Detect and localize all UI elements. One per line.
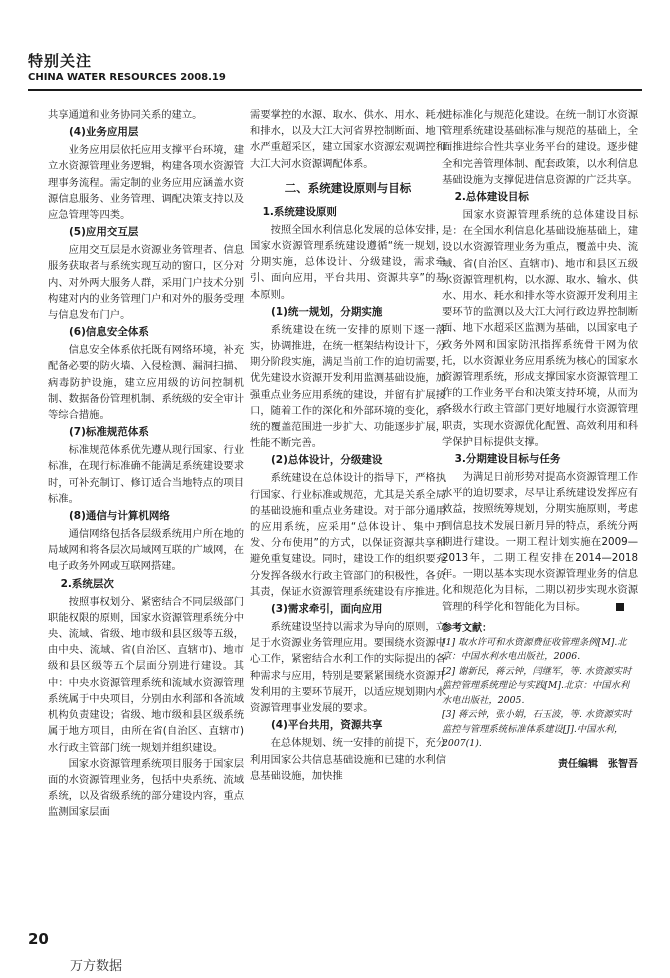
paragraph: 国家水资源管理系统项目服务于国家层面的水资源管理业务，包括中央系统、流域系统，以及省级系统的部分建设内容，重点监测国家层面: [48, 757, 244, 819]
references-title: 参考文献：: [442, 622, 492, 634]
section-heading: 3.分期建设目标与任务: [454, 453, 561, 466]
paragraph: 信息安全体系依托既有网络环境，补充配备必要的防火墙、入侵检测、漏洞扫描、病毒防护设施，建立应用级的访问控制机制、数据备份管理机制、系统级的安全审计等综合措施。: [48, 344, 244, 422]
column-2: [250, 107, 446, 784]
paragraph: 系统建设在统一安排的原则下逐一落实，协调推进，在统一框架结构设计下，分期分阶段实施，满足当前工作的迫切需要，优先建设水资源开发利用监测基础设施，加强重点业务应用系统的建设，并留有扩展接口，随着工作的深化和外部环境的变化，系统的覆盖范围进一步扩大、功能逐步扩展，性能不断完善。: [250, 323, 446, 450]
column-1: [48, 107, 244, 821]
section-heading: 1.系统建设原则: [262, 205, 337, 218]
paragraph: [442, 469, 638, 615]
reference-item: [3] 蒋云钟，张小娟，石玉波，等. 水资源实时监控与管理系统标准体系建设[J].中国水利，2007(1).: [442, 709, 632, 750]
paragraph: 通信网络包括各层级系统用户所在地的局域网和将各层次局域网互联的广域网，在电子政务外网或互联网搭建。: [48, 528, 244, 573]
paragraph: 按照全国水利信息化发展的总体安排，国家水资源管理系统建设遵循“统一规划，分期实施，总体设计、分级建设，需求牵引、面向应用，平台共用、资源共享”的基本原则。: [250, 223, 446, 301]
responsible-editor: 责任编辑 张智吾: [558, 758, 638, 770]
reference-item: [1] 取水许可和水资源费征收管理条例[M].北京：中国水利水电出版社，2006.: [442, 636, 627, 663]
paragraph-text: 为满足日前形势对提高水资源管理工作水平的迫切要求，尽早让系统建设发挥应有效益，按照统筹规划，分期实施原则，考虑到信息技术发展日新月异的特点，系统分两期进行建设。一期工程计划实施在2009—2013年，二期工程安排在2014—2018年。一期以基本实现水资源管理业务的信息化和规范化为目标，二期以初步实现水资源管理的科学化和智能化为目标。: [442, 471, 638, 613]
paragraph: 进标准化与规范化建设。在统一制订水资源管理系统建设基础标准与规范的基础上，全面推进综合性共享业务平台的建设。逐步健全和完善管理体制、配套政策，以水利信息基础设施为支撑促进信息资源的广泛共享。: [442, 109, 638, 186]
page-number: 20: [28, 930, 49, 948]
paragraph: 系统建设在总体设计的指导下，严格执行国家、行业标准或规范，尤其是关系全局的基础设施和重点业务建设。对于部分通用的应用系统，应采用“总体设计、集中开发、分布使用”的方式，以保证资源共享和避免重复建设。同时，建设工作的组织要充分发挥各级水行政主管部门的积极性，各负其责，保证水资源管理系统建设有序推进。: [250, 472, 446, 598]
paragraph: 业务应用层依托应用支撑平台环境，建立水资源管理业务逻辑，构建各项水资源管理事务流程。需定制的业务应用应涵盖水资源信息服务、业务管理、调配决策支持以及应急管理等四类。: [48, 144, 244, 222]
watermark: 万方数据: [70, 959, 123, 974]
subheading: (3)需求牵引，面向应用: [271, 603, 383, 616]
section-heading: 2.总体建设目标: [454, 191, 529, 204]
paragraph: 系统建设坚持以需求为导向的原则，立足于水资源业务管理应用。要围绕水资源中心工作，紧密结合水利工作的实际提出的各种需求与应用，特别是要紧紧围绕水资源开发利用的主要环节展开，以适应规划期内水资源管理事业发展的要求。: [250, 621, 446, 715]
paragraph: 国家水资源管理系统的总体建设目标是：在全国水利信息化基础设施基础上，建设以水资源管理业务为重点，覆盖中央、流域、省(自治区、直辖市)、地市和县区五级水资源管理机构，以水源、取水、输水、供水、用水、耗水和排水等水资源开发利用主要环节的监测以及大江大河行政边界控制断面、地下水超采区监测为基础，以国家电子政务外网和国家防汛指挥系统骨干网为依托，以水资源业务应用系统为核心的国家水资源管理系统，形成支撑国家水资源管理工作的工作业务平台和决策支持环境，从而为各级水行政主管部门更好地履行水资源管理职责，实现水资源优化配置、高效利用和科学保护目标提供支撑。: [442, 209, 638, 448]
subheading: (5)应用交互层: [69, 226, 139, 239]
journal-header: [28, 52, 642, 91]
paragraph: 在总体规划、统一安排的前提下，充分利用国家公共信息基础设施和已建的水利信息基础设施，加快推: [250, 737, 446, 782]
paragraph: 应用交互层是水资源业务管理者、信息服务获取者与系统实现互动的窗口，区分对内、对外两大服务人群，采用门户技术分别构建对内的业务管理门户和对外的服务受理与信息发布门户。: [48, 244, 244, 322]
header-rule: [28, 89, 642, 91]
column-3: [442, 107, 638, 772]
chapter-heading: 二、系统建设原则与目标: [284, 180, 412, 195]
subheading: (2)总体设计，分级建设: [271, 454, 383, 467]
subheading: (4)平台共用，资源共享: [271, 719, 383, 732]
paragraph: 按照事权划分、紧密结合不同层级部门职能权限的原则，国家水资源管理系统分中央、流域、省级、地市级和县区级等五级，由中央、流域、省(自治区、直辖市)、地市级和县区级等五个层面分别进行建设。其中：中央水资源管理系统和流域水资源管理系统属于中央项目，分别由水利部和各流域机构负责建设；省级、地市级和县区级系统属于地方项目，由所在省(自治区、直辖市)水行政主管部门统一规划并组织建设。: [48, 595, 244, 754]
reference-item: [2] 谢新民，蒋云钟，闫继军，等. 水资源实时监控管理系统理论与实践[M].北京：中国水利水电出版社，2005.: [442, 665, 632, 706]
subheading: (4)业务应用层: [69, 126, 139, 139]
section-title: 特别关注: [28, 52, 93, 70]
subheading: (1)统一规划，分期实施: [271, 305, 383, 318]
paragraph: 需要掌控的水源、取水、供水、用水、耗水和排水，以及大江大河省界控制断面、地下水严重超采区，建立国家水资源宏观调控和大江大河水资源调配体系。: [250, 109, 446, 170]
journal-issue: CHINA WATER RESOURCES 2008.19: [28, 72, 226, 83]
paragraph: 标准规范体系优先遵从现行国家、行业标准，在现行标准确不能满足系统建设要求时，可补充制订、修订适合当地特点的项目标准。: [48, 444, 244, 505]
section-heading: 2.系统层次: [60, 577, 114, 590]
subheading: (7)标准规范体系: [69, 426, 149, 439]
end-mark-icon: [616, 603, 624, 611]
subheading: (6)信息安全体系: [69, 326, 149, 339]
subheading: (8)通信与计算机网络: [69, 510, 170, 523]
paragraph: 共享通道和业务协同关系的建立。: [48, 109, 203, 121]
